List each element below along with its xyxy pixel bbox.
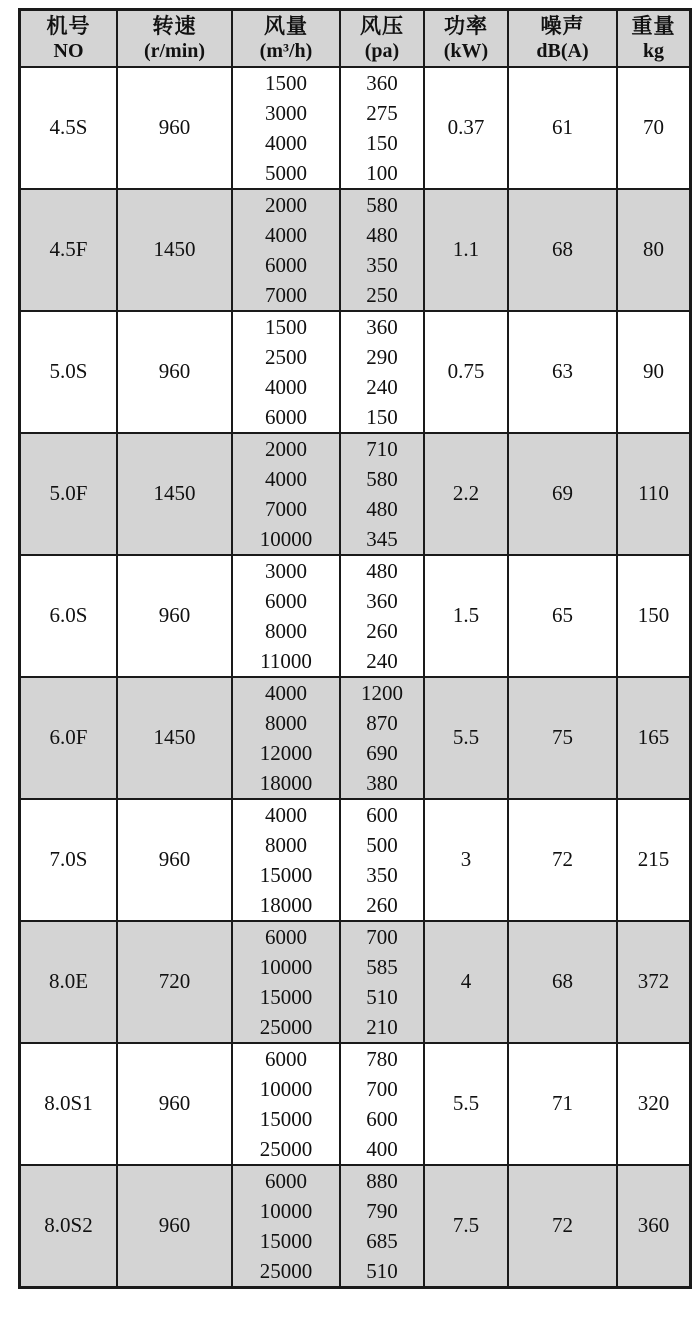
column-header-pressure-title: 风压 bbox=[360, 13, 404, 38]
pressure-cell-value: 250 bbox=[366, 282, 398, 307]
pressure-cell-value: 240 bbox=[366, 374, 398, 399]
table-row bbox=[20, 677, 691, 799]
weight-cell: 372 bbox=[617, 921, 691, 1043]
speed-cell: 960 bbox=[117, 1043, 232, 1165]
column-header-speed bbox=[117, 10, 232, 67]
table-row bbox=[20, 1165, 691, 1288]
pressure-cell-value: 360 bbox=[366, 314, 398, 339]
model-cell: 8.0S1 bbox=[20, 1043, 118, 1165]
airflow-cell bbox=[232, 189, 340, 311]
pressure-cell-value: 700 bbox=[366, 1076, 398, 1101]
pressure-cell bbox=[340, 67, 424, 189]
noise-cell: 72 bbox=[508, 799, 617, 921]
airflow-cell-value: 18000 bbox=[259, 770, 313, 795]
power-cell: 0.37 bbox=[424, 67, 508, 189]
airflow-cell-value: 3000 bbox=[265, 558, 307, 583]
airflow-cell-value: 6000 bbox=[265, 404, 307, 429]
speed-cell: 960 bbox=[117, 67, 232, 189]
power-cell: 1.5 bbox=[424, 555, 508, 677]
airflow-cell-value: 5000 bbox=[265, 160, 307, 185]
pressure-cell-value: 710 bbox=[366, 436, 398, 461]
pressure-cell bbox=[340, 433, 424, 555]
airflow-cell-value: 10000 bbox=[259, 526, 313, 551]
column-header-no-title: 机号 bbox=[46, 13, 91, 38]
weight-cell: 150 bbox=[617, 555, 691, 677]
pressure-cell-value: 780 bbox=[366, 1046, 398, 1071]
airflow-cell-value: 6000 bbox=[265, 1046, 307, 1071]
pressure-cell-value: 100 bbox=[366, 160, 398, 185]
airflow-cell-value: 10000 bbox=[259, 1076, 313, 1101]
pressure-cell-value: 690 bbox=[366, 740, 398, 765]
speed-cell: 1450 bbox=[117, 677, 232, 799]
weight-cell: 110 bbox=[617, 433, 691, 555]
power-cell: 5.5 bbox=[424, 1043, 508, 1165]
column-header-power-title: 功率 bbox=[444, 13, 488, 38]
pressure-cell-value: 360 bbox=[366, 70, 398, 95]
speed-cell: 960 bbox=[117, 1165, 232, 1288]
model-cell: 7.0S bbox=[20, 799, 118, 921]
weight-cell: 80 bbox=[617, 189, 691, 311]
airflow-cell-value: 4000 bbox=[265, 802, 307, 827]
pressure-cell-value: 600 bbox=[366, 1106, 398, 1131]
airflow-cell-value: 12000 bbox=[259, 740, 313, 765]
weight-cell: 165 bbox=[617, 677, 691, 799]
column-header-weight-unit: kg bbox=[642, 39, 665, 62]
weight-cell: 320 bbox=[617, 1043, 691, 1165]
table-row bbox=[20, 67, 691, 189]
airflow-cell bbox=[232, 555, 340, 677]
airflow-cell-value: 15000 bbox=[259, 984, 313, 1009]
pressure-cell-value: 360 bbox=[366, 588, 398, 613]
header-row bbox=[20, 10, 691, 67]
pressure-cell-value: 150 bbox=[366, 404, 398, 429]
pressure-cell-value: 580 bbox=[366, 192, 398, 217]
airflow-cell bbox=[232, 1165, 340, 1288]
pressure-cell-value: 700 bbox=[366, 924, 398, 949]
pressure-cell bbox=[340, 189, 424, 311]
model-cell: 5.0S bbox=[20, 311, 118, 433]
column-header-weight-title: 重量 bbox=[631, 13, 676, 38]
speed-cell: 960 bbox=[117, 311, 232, 433]
power-cell: 7.5 bbox=[424, 1165, 508, 1288]
column-header-speed-unit: (r/min) bbox=[143, 39, 206, 62]
airflow-cell bbox=[232, 1043, 340, 1165]
column-header-noise bbox=[508, 10, 617, 67]
pressure-cell-value: 275 bbox=[366, 100, 398, 125]
pressure-cell-value: 260 bbox=[366, 618, 398, 643]
airflow-cell-value: 4000 bbox=[265, 466, 307, 491]
column-header-power bbox=[424, 10, 508, 67]
noise-cell: 75 bbox=[508, 677, 617, 799]
noise-cell: 72 bbox=[508, 1165, 617, 1288]
airflow-cell-value: 4000 bbox=[265, 374, 307, 399]
airflow-cell bbox=[232, 677, 340, 799]
pressure-cell-value: 210 bbox=[366, 1014, 398, 1039]
column-header-pressure-unit: (pa) bbox=[364, 39, 400, 62]
airflow-cell-value: 2500 bbox=[265, 344, 307, 369]
pressure-cell-value: 480 bbox=[366, 558, 398, 583]
airflow-cell-value: 7000 bbox=[265, 282, 307, 307]
airflow-cell-value: 3000 bbox=[265, 100, 307, 125]
pressure-cell-value: 600 bbox=[366, 802, 398, 827]
weight-cell: 70 bbox=[617, 67, 691, 189]
pressure-cell-value: 150 bbox=[366, 130, 398, 155]
pressure-cell-value: 480 bbox=[366, 222, 398, 247]
table-row bbox=[20, 1043, 691, 1165]
pressure-cell-value: 1200 bbox=[361, 680, 403, 705]
airflow-cell-value: 2000 bbox=[265, 192, 307, 217]
power-cell: 5.5 bbox=[424, 677, 508, 799]
pressure-cell-value: 400 bbox=[366, 1136, 398, 1161]
airflow-cell bbox=[232, 921, 340, 1043]
pressure-cell-value: 685 bbox=[366, 1228, 398, 1253]
airflow-cell-value: 6000 bbox=[265, 588, 307, 613]
column-header-power-unit: (kW) bbox=[443, 39, 489, 62]
pressure-cell-value: 510 bbox=[366, 984, 398, 1009]
airflow-cell-value: 7000 bbox=[265, 496, 307, 521]
pressure-cell bbox=[340, 677, 424, 799]
speed-cell: 1450 bbox=[117, 189, 232, 311]
airflow-cell-value: 8000 bbox=[265, 710, 307, 735]
pressure-cell-value: 585 bbox=[366, 954, 398, 979]
column-header-airflow-unit: (m³/h) bbox=[259, 39, 313, 62]
pressure-cell-value: 350 bbox=[366, 252, 398, 277]
airflow-cell-value: 6000 bbox=[265, 924, 307, 949]
pressure-cell-value: 510 bbox=[366, 1258, 398, 1283]
table-row bbox=[20, 555, 691, 677]
column-header-no bbox=[20, 10, 118, 67]
pressure-cell-value: 380 bbox=[366, 770, 398, 795]
pressure-cell-value: 240 bbox=[366, 648, 398, 673]
pressure-cell-value: 260 bbox=[366, 892, 398, 917]
model-cell: 5.0F bbox=[20, 433, 118, 555]
model-cell: 4.5S bbox=[20, 67, 118, 189]
power-cell: 2.2 bbox=[424, 433, 508, 555]
noise-cell: 63 bbox=[508, 311, 617, 433]
weight-cell: 360 bbox=[617, 1165, 691, 1288]
airflow-cell-value: 1500 bbox=[265, 314, 307, 339]
pressure-cell-value: 480 bbox=[366, 496, 398, 521]
model-cell: 8.0S2 bbox=[20, 1165, 118, 1288]
noise-cell: 71 bbox=[508, 1043, 617, 1165]
airflow-cell-value: 2000 bbox=[265, 436, 307, 461]
fan-spec-table bbox=[18, 8, 692, 1289]
power-cell: 4 bbox=[424, 921, 508, 1043]
airflow-cell-value: 4000 bbox=[265, 130, 307, 155]
airflow-cell-value: 8000 bbox=[265, 618, 307, 643]
airflow-cell-value: 25000 bbox=[259, 1014, 313, 1039]
table-row bbox=[20, 433, 691, 555]
model-cell: 6.0S bbox=[20, 555, 118, 677]
pressure-cell-value: 500 bbox=[366, 832, 398, 857]
pressure-cell bbox=[340, 555, 424, 677]
speed-cell: 720 bbox=[117, 921, 232, 1043]
column-header-pressure bbox=[340, 10, 424, 67]
weight-cell: 215 bbox=[617, 799, 691, 921]
airflow-cell bbox=[232, 67, 340, 189]
airflow-cell-value: 4000 bbox=[265, 680, 307, 705]
pressure-cell-value: 880 bbox=[366, 1168, 398, 1193]
airflow-cell-value: 4000 bbox=[265, 222, 307, 247]
noise-cell: 68 bbox=[508, 189, 617, 311]
airflow-cell-value: 1500 bbox=[265, 70, 307, 95]
table-row bbox=[20, 921, 691, 1043]
column-header-airflow-title: 风量 bbox=[264, 13, 308, 38]
pressure-cell-value: 790 bbox=[366, 1198, 398, 1223]
table-row bbox=[20, 189, 691, 311]
pressure-cell-value: 350 bbox=[366, 862, 398, 887]
airflow-cell-value: 15000 bbox=[259, 1106, 313, 1131]
airflow-cell bbox=[232, 799, 340, 921]
pressure-cell bbox=[340, 799, 424, 921]
column-header-airflow bbox=[232, 10, 340, 67]
model-cell: 4.5F bbox=[20, 189, 118, 311]
power-cell: 1.1 bbox=[424, 189, 508, 311]
table-row bbox=[20, 799, 691, 921]
power-cell: 3 bbox=[424, 799, 508, 921]
airflow-cell-value: 25000 bbox=[259, 1258, 313, 1283]
model-cell: 6.0F bbox=[20, 677, 118, 799]
table-row bbox=[20, 311, 691, 433]
pressure-cell-value: 290 bbox=[366, 344, 398, 369]
noise-cell: 69 bbox=[508, 433, 617, 555]
noise-cell: 68 bbox=[508, 921, 617, 1043]
weight-cell: 90 bbox=[617, 311, 691, 433]
pressure-cell bbox=[340, 921, 424, 1043]
airflow-cell-value: 10000 bbox=[259, 1198, 313, 1223]
pressure-cell-value: 345 bbox=[366, 526, 398, 551]
airflow-cell-value: 25000 bbox=[259, 1136, 313, 1161]
airflow-cell-value: 6000 bbox=[265, 252, 307, 277]
column-header-noise-title: 噪声 bbox=[540, 13, 585, 38]
speed-cell: 960 bbox=[117, 799, 232, 921]
pressure-cell bbox=[340, 1043, 424, 1165]
airflow-cell bbox=[232, 311, 340, 433]
noise-cell: 61 bbox=[508, 67, 617, 189]
pressure-cell bbox=[340, 311, 424, 433]
airflow-cell-value: 18000 bbox=[259, 892, 313, 917]
column-header-no-unit: NO bbox=[53, 39, 84, 62]
model-cell: 8.0E bbox=[20, 921, 118, 1043]
speed-cell: 1450 bbox=[117, 433, 232, 555]
pressure-cell-value: 870 bbox=[366, 710, 398, 735]
speed-cell: 960 bbox=[117, 555, 232, 677]
power-cell: 0.75 bbox=[424, 311, 508, 433]
pressure-cell-value: 580 bbox=[366, 466, 398, 491]
column-header-speed-title: 转速 bbox=[152, 13, 197, 38]
pressure-cell bbox=[340, 1165, 424, 1288]
airflow-cell-value: 15000 bbox=[259, 1228, 313, 1253]
airflow-cell-value: 15000 bbox=[259, 862, 313, 887]
column-header-weight bbox=[617, 10, 691, 67]
airflow-cell-value: 6000 bbox=[265, 1168, 307, 1193]
airflow-cell-value: 8000 bbox=[265, 832, 307, 857]
table-header bbox=[20, 10, 691, 67]
airflow-cell bbox=[232, 433, 340, 555]
noise-cell: 65 bbox=[508, 555, 617, 677]
table-body bbox=[20, 67, 691, 1288]
airflow-cell-value: 10000 bbox=[259, 954, 313, 979]
airflow-cell-value: 11000 bbox=[260, 648, 312, 673]
column-header-noise-unit: dB(A) bbox=[536, 39, 589, 62]
